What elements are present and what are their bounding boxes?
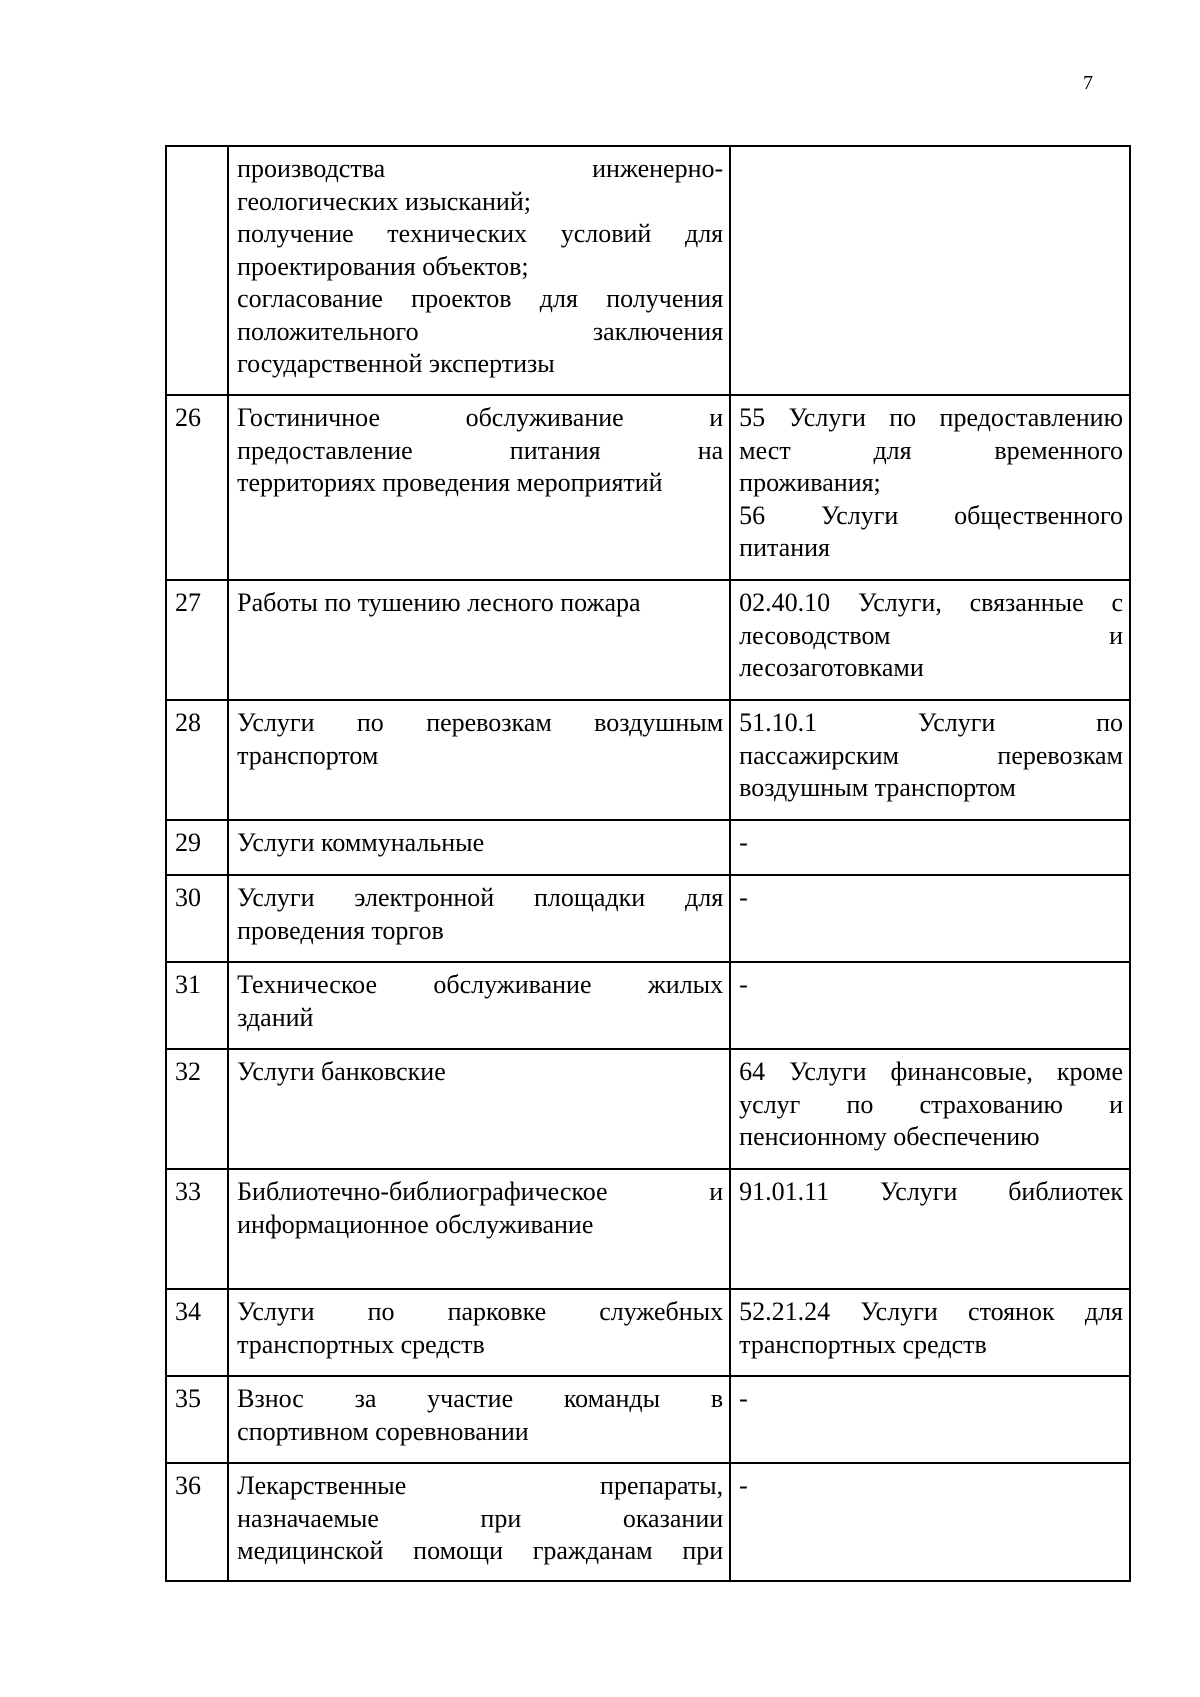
service-name: Лекарственные препараты, назначаемые при оказании медицинской помощи гражданам при bbox=[228, 1463, 730, 1581]
row-number: 36 bbox=[166, 1463, 228, 1581]
okpd-code: 51.10.1 Услуги по пассажирским перевозкам воздушным транспортом bbox=[730, 700, 1130, 820]
table-row bbox=[166, 1463, 1130, 1581]
service-name: Услуги по парковке служебных транспортных средств bbox=[228, 1289, 730, 1376]
table-row bbox=[166, 1376, 1130, 1463]
okpd-code: - bbox=[730, 875, 1130, 962]
okpd-code: - bbox=[730, 820, 1130, 875]
okpd-code: 52.21.24 Услуги стоянок для транспортных средств bbox=[730, 1289, 1130, 1376]
okpd-code: 64 Услуги финансовые, кроме услуг по страхованию и пенсионному обеспечению bbox=[730, 1049, 1130, 1169]
okpd-code: 55 Услуги по предоставлению мест для временного проживания; 56 Услуги общественного питания bbox=[730, 395, 1130, 580]
page-number: 7 bbox=[1083, 72, 1093, 94]
table-row bbox=[166, 1049, 1130, 1169]
okpd-code bbox=[730, 146, 1130, 395]
row-number: 31 bbox=[166, 962, 228, 1049]
okpd-code: - bbox=[730, 1463, 1130, 1581]
service-name: Услуги по перевозкам воздушным транспортом bbox=[228, 700, 730, 820]
row-number: 30 bbox=[166, 875, 228, 962]
table-row bbox=[166, 700, 1130, 820]
table-row bbox=[166, 820, 1130, 875]
table-row bbox=[166, 1289, 1130, 1376]
table-row bbox=[166, 580, 1130, 700]
row-number: 28 bbox=[166, 700, 228, 820]
row-number: 32 bbox=[166, 1049, 228, 1169]
table-row bbox=[166, 395, 1130, 580]
table-row bbox=[166, 146, 1130, 395]
service-name: Техническое обслуживание жилых зданий bbox=[228, 962, 730, 1049]
okpd-code: 02.40.10 Услуги, связанные с лесоводством и лесозаготовками bbox=[730, 580, 1130, 700]
service-name: производства инженерно- геологических изысканий; получение технических условий для проектирования объектов; согласование проектов для получения положительного заключения государственной экспертизы bbox=[228, 146, 730, 395]
row-number: 33 bbox=[166, 1169, 228, 1289]
table-row bbox=[166, 1169, 1130, 1289]
service-name: Гостиничное обслуживание и предоставление питания на территориях проведения мероприятий bbox=[228, 395, 730, 580]
row-number: 27 bbox=[166, 580, 228, 700]
service-name: Услуги электронной площадки для проведения торгов bbox=[228, 875, 730, 962]
row-number: 29 bbox=[166, 820, 228, 875]
okpd-code: 91.01.11 Услуги библиотек bbox=[730, 1169, 1130, 1289]
okpd-code: - bbox=[730, 962, 1130, 1049]
service-name: Услуги банковские bbox=[228, 1049, 730, 1169]
row-number bbox=[166, 146, 228, 395]
row-number: 26 bbox=[166, 395, 228, 580]
service-name: Услуги коммунальные bbox=[228, 820, 730, 875]
service-name: Библиотечно-библиографическое и информационное обслуживание bbox=[228, 1169, 730, 1289]
services-table bbox=[165, 145, 1131, 1582]
table-row bbox=[166, 962, 1130, 1049]
service-name: Работы по тушению лесного пожара bbox=[228, 580, 730, 700]
service-name: Взнос за участие команды в спортивном соревновании bbox=[228, 1376, 730, 1463]
table-row bbox=[166, 875, 1130, 962]
okpd-code: - bbox=[730, 1376, 1130, 1463]
row-number: 34 bbox=[166, 1289, 228, 1376]
row-number: 35 bbox=[166, 1376, 228, 1463]
